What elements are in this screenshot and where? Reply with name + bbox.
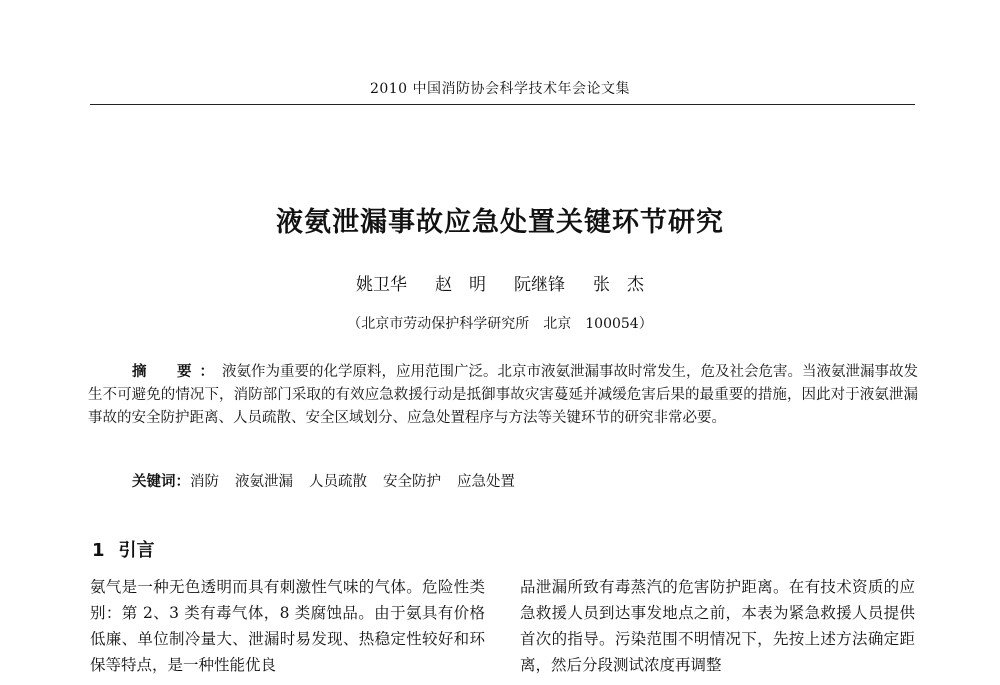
author-list xyxy=(0,270,1000,295)
body-paragraph: 氨气是一种无色透明而具有刺激性气味的气体。危险性类别：第 2、3 类有毒气体，8 类腐蚀品。由于氨具有价格低廉、单位制冷量大、泄漏时易发现、热稳定性较好和环保等特点，是一种性能优良 xyxy=(90,578,485,674)
section-heading xyxy=(92,536,155,562)
author-name: 姚卫华 xyxy=(356,275,407,295)
keywords xyxy=(132,470,912,491)
keyword: 应急处置 xyxy=(457,474,515,490)
section-title: 引言 xyxy=(118,540,155,561)
running-header: 2010 中国消防协会科学技术年会论文集 xyxy=(369,81,631,97)
keyword: 消防 xyxy=(190,474,219,490)
affiliation: （北京市劳动保护科学研究所 北京 100054） xyxy=(347,316,653,332)
author-name: 张 杰 xyxy=(593,275,644,295)
body-column-right xyxy=(520,574,915,678)
author-name: 赵 明 xyxy=(435,275,486,295)
keywords-label: 关键词： xyxy=(132,473,190,490)
abstract-label: 摘 要： xyxy=(132,363,222,380)
body-paragraph: 品泄漏所致有毒蒸汽的危害防护距离。在有技术资质的应急救援人员到达事发地点之前，本表为紧急救援人员提供首次的指导。污染范围不明情况下，先按上述方法确定距离，然后分段测试浓度再调整 xyxy=(520,578,915,674)
paper-title: 液氨泄漏事故应急处置关键环节研究 xyxy=(276,207,724,238)
body-column-left xyxy=(90,574,485,678)
keyword: 液氨泄漏 xyxy=(235,474,293,490)
keyword: 安全防护 xyxy=(383,474,441,490)
author-name: 阮继锋 xyxy=(514,275,565,295)
abstract-text: 液氨作为重要的化学原料，应用范围广泛。北京市液氨泄漏事故时常发生，危及社会危害。当液氨泄漏事故发生不可避免的情况下，消防部门采取的有效应急救援行动是抵御事故灾害蔓延并减缓危害后果的最重要的措施，因此对于液氨泄漏事故的安全防护距离、人员疏散、安全区域划分、应急处置程序与方法等关键环节的研究非常必要。 xyxy=(88,364,918,426)
abstract xyxy=(88,360,918,430)
keyword: 人员疏散 xyxy=(309,474,367,490)
header-divider xyxy=(90,104,915,105)
section-number: 1 xyxy=(92,540,105,561)
